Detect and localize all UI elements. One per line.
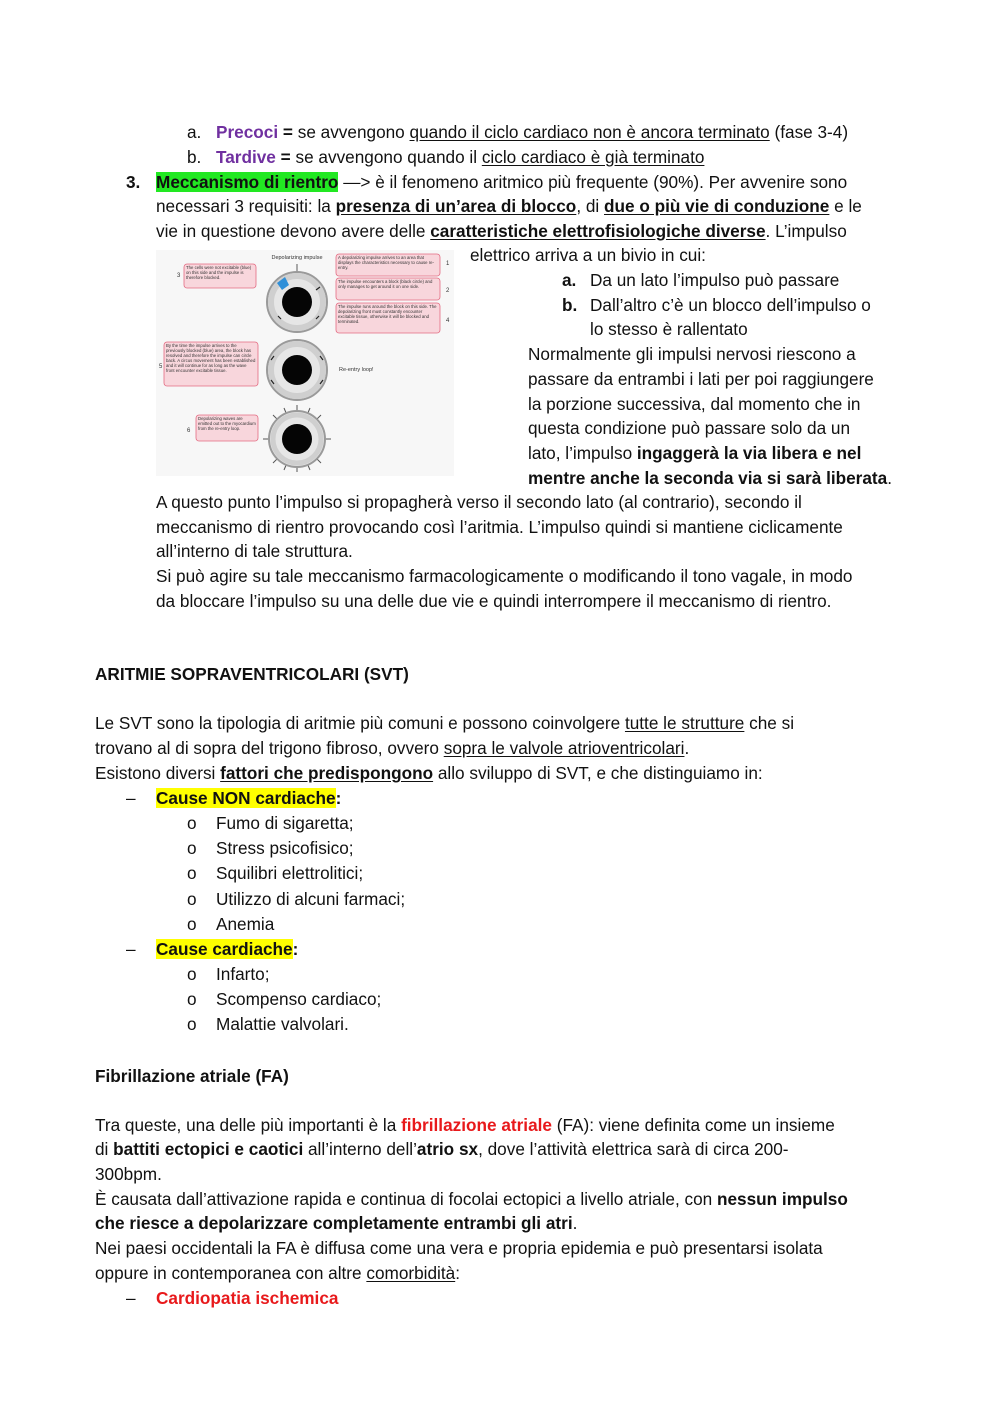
list-item: Fumo di sigaretta; (216, 813, 354, 833)
list-item: Malattie valvolari. (216, 1014, 349, 1035)
dash-card: – (126, 939, 136, 959)
svg-text:5: 5 (159, 364, 163, 370)
list-item: Scompenso cardiaco; (216, 989, 382, 1010)
bullet-marker: o (187, 913, 197, 934)
fa-para-2: di battiti ectopici e caotici all’interno dell’atrio sx, dove l’attività elettrica sarà di circa 200- (95, 1139, 789, 1159)
callout-box-2: The impulse encounters a block (black circle) and only manages to get around it on one side. (336, 278, 440, 300)
list-item: Squilibri elettrolitici; (216, 863, 364, 884)
bullet-marker: o (187, 989, 197, 1010)
reentry-circle-2 (267, 340, 327, 400)
svg-text:6: 6 (187, 428, 191, 434)
item3-line4: elettrico arriva a un bivio in cui: (470, 245, 706, 265)
noncard-label: Cause NON cardiache: (156, 788, 342, 808)
bullet-marker: o (187, 888, 197, 909)
para-normal-2: passare da entrambi i lati per poi raggiungere (528, 369, 874, 389)
callout-box-5: By the time the impulse arrives to the previously blocked (blue) area, the block has resolved and therefore the impulse can circle back. A circus movement has been established and it will continue for as long as the wave front encounter excitable tissue. (164, 342, 258, 386)
callout-box-3: The cells were not excitable (blue) on this side and the impulse is therefore blocked. (184, 264, 256, 288)
fa-para-5: che riesce a depolarizzare completamente entrambi gli atri. (95, 1213, 578, 1233)
label-depolarizing-impulse: Depolarizing impulse (271, 255, 323, 261)
bullet-marker: o (187, 838, 197, 859)
list-item-cardiopatia: Cardiopatia ischemica (156, 1288, 339, 1308)
sub-b-marker: b. (562, 295, 578, 315)
fa-para-4: È causata dall’attivazione rapida e continua di focolai ectopici a livello atriale, con nessun impulso (95, 1189, 848, 1209)
list-item-precoci: a. (187, 122, 202, 142)
para-propagation-2: meccanismo di rientro provocando così l’aritmia. L’impulso quindi si mantiene ciclicamente (156, 517, 843, 537)
para-therapy-2: da bloccare l’impulso su una delle due vie e quindi interrompere il meccanismo di rientro. (156, 591, 832, 611)
list-item-tardive: b. (187, 147, 202, 167)
card-label: Cause cardiache: (156, 939, 299, 959)
callout-box-4: The impulse runs around the block on this side. The depolarizing front must constantly encounter excitable tissue, otherwise it will be blocked and terminated. (336, 303, 440, 333)
reentry-diagram (156, 250, 454, 476)
svt-heading: ARITMIE SOPRAVENTRICOLARI (SVT) (95, 664, 409, 684)
para-propagation-1: A questo punto l’impulso si propagherà verso il secondo lato (al contrario), secondo il (156, 492, 802, 512)
bullet-marker: o (187, 813, 197, 833)
callout-box-1: A depolarizing impulse arrives to an area that displays the characteristics necessary to cause re-entry. (336, 254, 440, 276)
reentry-circle-1 (267, 272, 327, 332)
para-normal-1: Normalmente gli impulsi nervosi riescono a (528, 344, 856, 364)
fa-para-1: Tra queste, una delle più importanti è la fibrillazione atriale (FA): viene definita come un insieme (95, 1115, 835, 1135)
para-propagation-3: all’interno di tale struttura. (156, 541, 353, 561)
list-item: Infarto; (216, 964, 270, 984)
sub-b-text2: lo stesso è rallentato (590, 319, 748, 339)
list-item-tardive-text: Tardive = se avvengono quando il ciclo cardiaco è già terminato (216, 147, 705, 167)
sub-b-text1: Dall’altro c’è un blocco dell’impulso o (590, 295, 871, 315)
svg-text:3: 3 (177, 273, 181, 279)
dash-noncard: – (126, 788, 136, 808)
bullet-marker: o (187, 863, 197, 884)
fa-heading: Fibrillazione atriale (FA) (95, 1066, 289, 1086)
para-normal-4: questa condizione può passare solo da un (528, 418, 851, 438)
item3-line1: Meccanismo di rientro —> è il fenomeno aritmico più frequente (90%). Per avvenire sono (156, 172, 848, 192)
dash-ischemic: – (126, 1288, 136, 1308)
reentry-figure (156, 250, 454, 476)
para-normal-5: lato, l’impulso ingaggerà la via libera e nel (528, 443, 862, 463)
label-reentry-loop: Re-entry loop! (339, 367, 374, 373)
list-item: Anemia (216, 913, 275, 934)
callout-box-6: Depolarizing waves are emitted out to the myocardium from the re-entry loop. (196, 415, 258, 441)
para-therapy-1: Si può agire su tale meccanismo farmacologicamente o modificando il tono vagale, in modo (156, 566, 853, 586)
item3-line2: necessari 3 requisiti: la presenza di un’area di blocco, di due o più vie di conduzione e le (156, 196, 862, 216)
svt-para-2: trovano al di sopra del trigono fibroso, ovvero sopra le valvole atrioventricolari. (95, 738, 690, 758)
item3-line3: vie in questione devono avere delle caratteristiche elettrofisiologiche diverse. L’impulso (156, 221, 847, 241)
para-normal-3: la porzione successiva, dal momento che in (528, 394, 861, 414)
list-item: Utilizzo di alcuni farmaci; (216, 888, 406, 909)
para-normal-6: mentre anche la seconda via si sarà liberata. (528, 468, 892, 488)
item3-marker: 3. (126, 172, 141, 192)
list-item-precoci-text: Precoci = se avvengono quando il ciclo cardiaco non è ancora terminato (fase 3-4) (216, 122, 849, 142)
svg-text:2: 2 (446, 288, 450, 294)
svg-text:1: 1 (446, 261, 450, 267)
list-item: Stress psicofisico; (216, 838, 354, 859)
sub-a-text: Da un lato l’impulso può passare (590, 270, 840, 290)
bullet-marker: o (187, 1014, 197, 1035)
fa-para-6: Nei paesi occidentali la FA è diffusa come una vera e propria epidemia e può presentarsi isolata (95, 1238, 823, 1258)
sub-a-marker: a. (562, 270, 577, 290)
svg-text:4: 4 (446, 318, 450, 324)
fa-para-3: 300bpm. (95, 1164, 162, 1184)
svt-para-3: Esistono diversi fattori che predispongono allo sviluppo di SVT, e che distinguiamo in: (95, 763, 763, 783)
fa-para-7: oppure in contemporanea con altre comorbidità: (95, 1263, 460, 1283)
bullet-marker: o (187, 964, 197, 984)
svt-para-1: Le SVT sono la tipologia di aritmie più comuni e possono coinvolgere tutte le strutture che si (95, 713, 795, 733)
